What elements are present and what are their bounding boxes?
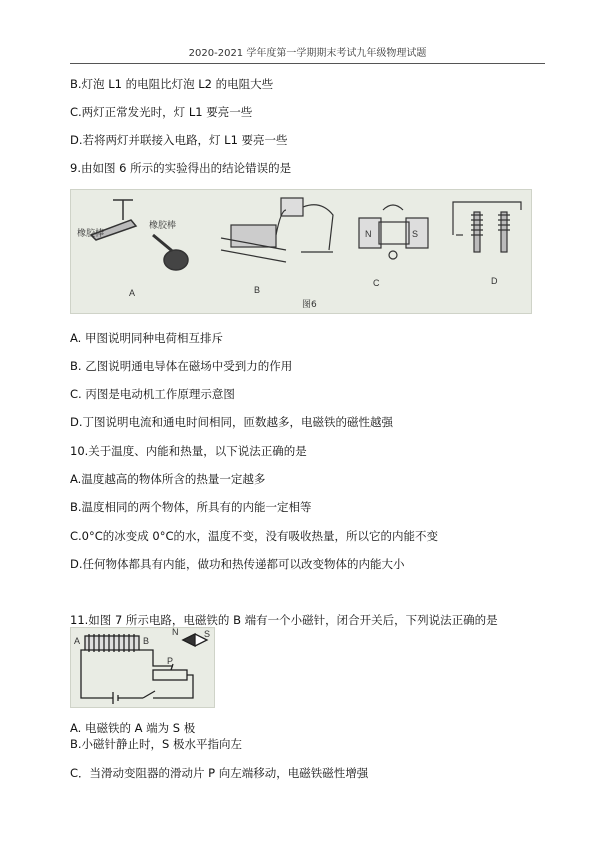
fig6-label-c: C — [373, 278, 380, 288]
pole-s: S — [412, 229, 419, 239]
q10-option-a: A.温度越高的物体所含的热量一定越多 — [70, 472, 266, 486]
figure-7 — [70, 627, 215, 708]
fig6-label-a: A — [129, 288, 136, 298]
q10-stem: 10.关于温度、内能和热量，以下说法正确的是 — [70, 444, 307, 458]
pole-n: N — [365, 229, 372, 239]
rod-label-right: 橡胶棒 — [149, 220, 177, 230]
q9-option-a: A. 甲图说明同种电荷相互排斥 — [70, 331, 223, 345]
q11-stem: 11.如图 7 所示电路，电磁铁的 B 端有一个小磁针，闭合开关后，下列说法正确的是 — [70, 613, 498, 627]
fig7-label-a: A — [74, 636, 81, 646]
figure-6-panel-b — [221, 198, 333, 262]
q9-stem: 9.由如图 6 所示的实验得出的结论错误的是 — [70, 161, 292, 175]
page-header: 2020-2021 学年度第一学期期末考试九年级物理试题 — [70, 44, 545, 64]
q10-option-d: D.任何物体都具有内能，做功和热传递都可以改变物体的内能大小 — [70, 557, 405, 571]
rod-label-left: 橡胶棒 — [77, 228, 105, 238]
q9-option-b: B. 乙图说明通电导体在磁场中受到力的作用 — [70, 359, 293, 373]
q8-option-b: B.灯泡 L1 的电阻比灯泡 L2 的电阻大些 — [70, 77, 274, 91]
q10-option-b: B.温度相同的两个物体，所具有的内能一定相等 — [70, 500, 312, 514]
fig7-label-b: B — [143, 636, 150, 646]
fig7-label-n: N — [172, 628, 179, 637]
fig6-label-d: D — [491, 276, 498, 286]
q11-option-a: A. 电磁铁的 A 端为 S 极 — [70, 721, 196, 735]
q8-option-d: D.若将两灯并联接入电路，灯 L1 要亮一些 — [70, 133, 288, 147]
fig7-label-s: S — [204, 629, 211, 639]
figure-6 — [70, 189, 532, 314]
q11-option-c: C．当滑动变阻器的滑动片 P 向左端移动，电磁铁磁性增强 — [70, 766, 369, 780]
q9-option-d: D.丁图说明电流和通电时间相同，匝数越多，电磁铁的磁性越强 — [70, 415, 394, 429]
q9-option-c: C. 丙图是电动机工作原理示意图 — [70, 387, 235, 401]
q11-option-b: B.小磁针静止时，S 极水平指向左 — [70, 737, 242, 751]
q8-option-c: C.两灯正常发光时，灯 L1 要亮一些 — [70, 105, 253, 119]
fig6-caption: 图6 — [302, 300, 317, 310]
fig6-label-b: B — [254, 285, 261, 295]
fig7-label-p: P — [167, 656, 174, 666]
q10-option-c: C.0°C的冰变成 0°C的水，温度不变，没有吸收热量，所以它的内能不变 — [70, 529, 439, 543]
figure-6-panel-a — [91, 200, 188, 270]
figure-6-panel-d — [453, 202, 521, 252]
